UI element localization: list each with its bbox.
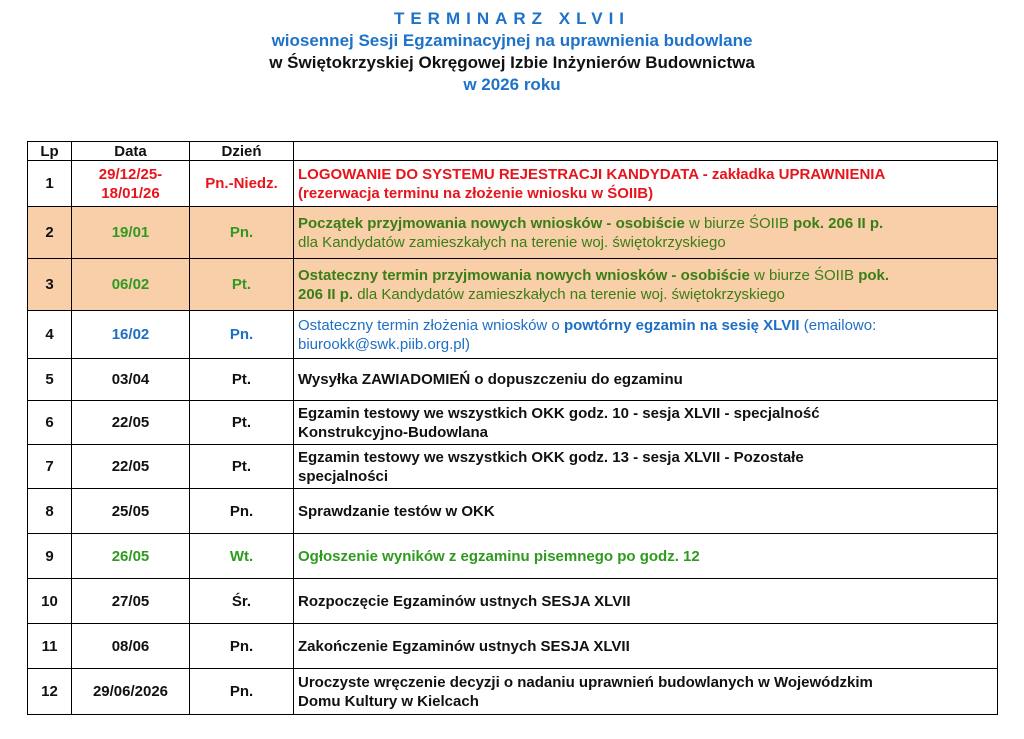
- row-lp: 5: [28, 359, 72, 401]
- row-description-line: specjalności: [298, 467, 389, 485]
- row-day: Pn.: [190, 624, 294, 669]
- row-description-line: LOGOWANIE DO SYSTEMU REJESTRACJI KANDYDATA - zakładka UPRAWNIENIA: [298, 165, 886, 183]
- row-date: 29/06/2026: [72, 669, 190, 715]
- row-lp: 4: [28, 311, 72, 359]
- row-date: 06/02: [72, 259, 190, 311]
- column-header-date: Data: [72, 142, 190, 161]
- row-description: [294, 259, 998, 311]
- row-date: [72, 161, 190, 207]
- row-description: Zakończenie Egzaminów ustnych SESJA XLVII: [294, 624, 998, 669]
- row-day: Pt.: [190, 445, 294, 489]
- table-row: [28, 579, 998, 624]
- row-description: [294, 311, 998, 359]
- row-date: 25/05: [72, 489, 190, 534]
- row-lp: 12: [28, 669, 72, 715]
- document-subtitle: wiosennej Sesji Egzaminacyjnej na uprawnienia budowlane: [271, 31, 753, 50]
- document-header: [0, 0, 1024, 96]
- desc-bold-part: Początek przyjmowania nowych wniosków: [298, 214, 603, 232]
- row-description: Wysyłka ZAWIADOMIEŃ o dopuszczeniu do egzaminu: [294, 359, 998, 401]
- table-row: [28, 534, 998, 579]
- desc-bold-part: Ostateczny termin przyjmowania nowych wniosków: [298, 266, 668, 284]
- row-lp: 9: [28, 534, 72, 579]
- row-date: 19/01: [72, 207, 190, 259]
- table-row: [28, 624, 998, 669]
- row-date: 22/05: [72, 401, 190, 445]
- row-lp: 3: [28, 259, 72, 311]
- row-day: Pt.: [190, 401, 294, 445]
- row-description: Ogłoszenie wyników z egzaminu pisemnego po godz. 12: [294, 534, 998, 579]
- row-description-line: Egzamin testowy we wszystkich OKK godz. 10 - sesja XLVII - specjalność: [298, 404, 820, 422]
- desc-bold-part: osobiście: [615, 214, 685, 232]
- row-date: 16/02: [72, 311, 190, 359]
- row-description-line: Konstrukcyjno-Budowlana: [298, 423, 489, 441]
- row-day: Pn.: [190, 207, 294, 259]
- row-lp: 1: [28, 161, 72, 207]
- row-lp: 6: [28, 401, 72, 445]
- desc-part: w biurze ŚOIIB: [749, 266, 859, 284]
- desc-bold-part: pok. 206 II p.: [793, 214, 884, 232]
- row-description-line: (rezerwacja terminu na złożenie wniosku w ŚOIIB): [298, 184, 654, 202]
- row-lp: 2: [28, 207, 72, 259]
- table-row: [28, 445, 998, 489]
- desc-part: w biurze ŚOIIB: [684, 214, 794, 232]
- row-description: Sprawdzanie testów w OKK: [294, 489, 998, 534]
- row-description-line: Domu Kultury w Kielcach: [298, 692, 479, 710]
- table-row: [28, 489, 998, 534]
- column-header-lp: Lp: [28, 142, 72, 161]
- row-date: 26/05: [72, 534, 190, 579]
- desc-bold-part: powtórny egzamin na sesię XLVII: [563, 316, 800, 334]
- row-day: Pt.: [190, 259, 294, 311]
- row-date: 22/05: [72, 445, 190, 489]
- organization-name: w Świętokrzyskiej Okręgowej Izbie Inżynierów Budownictwa: [269, 53, 755, 72]
- document-title: TERMINARZ XLVII: [393, 9, 631, 28]
- row-description-line: dla Kandydatów zamieszkałych na terenie woj. świętokrzyskiego: [298, 233, 726, 251]
- row-day: Pn.-Niedz.: [190, 161, 294, 207]
- row-day: Pn.: [190, 669, 294, 715]
- column-header-description: [294, 142, 998, 161]
- row-description-line: Egzamin testowy we wszystkich OKK godz. 13 - sesja XLVII - Pozostałe: [298, 448, 804, 466]
- desc-part: -: [667, 266, 681, 284]
- row-description: [294, 669, 998, 715]
- desc-part: (emailowo:: [799, 316, 877, 334]
- column-header-day: Dzień: [190, 142, 294, 161]
- row-date-start: 29/12/25-: [98, 165, 163, 183]
- row-date: 08/06: [72, 624, 190, 669]
- row-lp: 7: [28, 445, 72, 489]
- row-day: Pt.: [190, 359, 294, 401]
- row-description: Rozpoczęcie Egzaminów ustnych SESJA XLVII: [294, 579, 998, 624]
- row-lp: 11: [28, 624, 72, 669]
- desc-bold-part: pok.: [858, 266, 890, 284]
- row-description: [294, 445, 998, 489]
- schedule-table: [27, 141, 998, 715]
- row-description: [294, 161, 998, 207]
- desc-part: -: [602, 214, 616, 232]
- table-row: [28, 161, 998, 207]
- desc-part: dla Kandydatów zamieszkałych na terenie woj. świętokrzyskiego: [353, 285, 785, 303]
- row-day: Pn.: [190, 311, 294, 359]
- row-day: Pn.: [190, 489, 294, 534]
- desc-bold-part: osobiście: [680, 266, 750, 284]
- row-date-end: 18/01/26: [101, 184, 160, 202]
- table-row: [28, 401, 998, 445]
- row-description: [294, 207, 998, 259]
- desc-bold-part: 206 II p.: [298, 285, 354, 303]
- row-description: [294, 401, 998, 445]
- row-description-line: Uroczyste wręczenie decyzji o nadaniu uprawnień budowlanych w Wojewódzkim: [298, 673, 873, 691]
- row-description-line: biurookk@swk.piib.org.pl): [298, 335, 470, 353]
- table-row: [28, 259, 998, 311]
- table-row: [28, 669, 998, 715]
- table-row: [28, 207, 998, 259]
- row-lp: 10: [28, 579, 72, 624]
- row-date: 27/05: [72, 579, 190, 624]
- row-day: Śr.: [190, 579, 294, 624]
- row-lp: 8: [28, 489, 72, 534]
- row-date: 03/04: [72, 359, 190, 401]
- document-year: w 2026 roku: [463, 75, 561, 94]
- table-header-row: [28, 142, 998, 161]
- row-day: Wt.: [190, 534, 294, 579]
- desc-part: Ostateczny termin złożenia wniosków o: [298, 316, 564, 334]
- table-row: [28, 311, 998, 359]
- table-row: [28, 359, 998, 401]
